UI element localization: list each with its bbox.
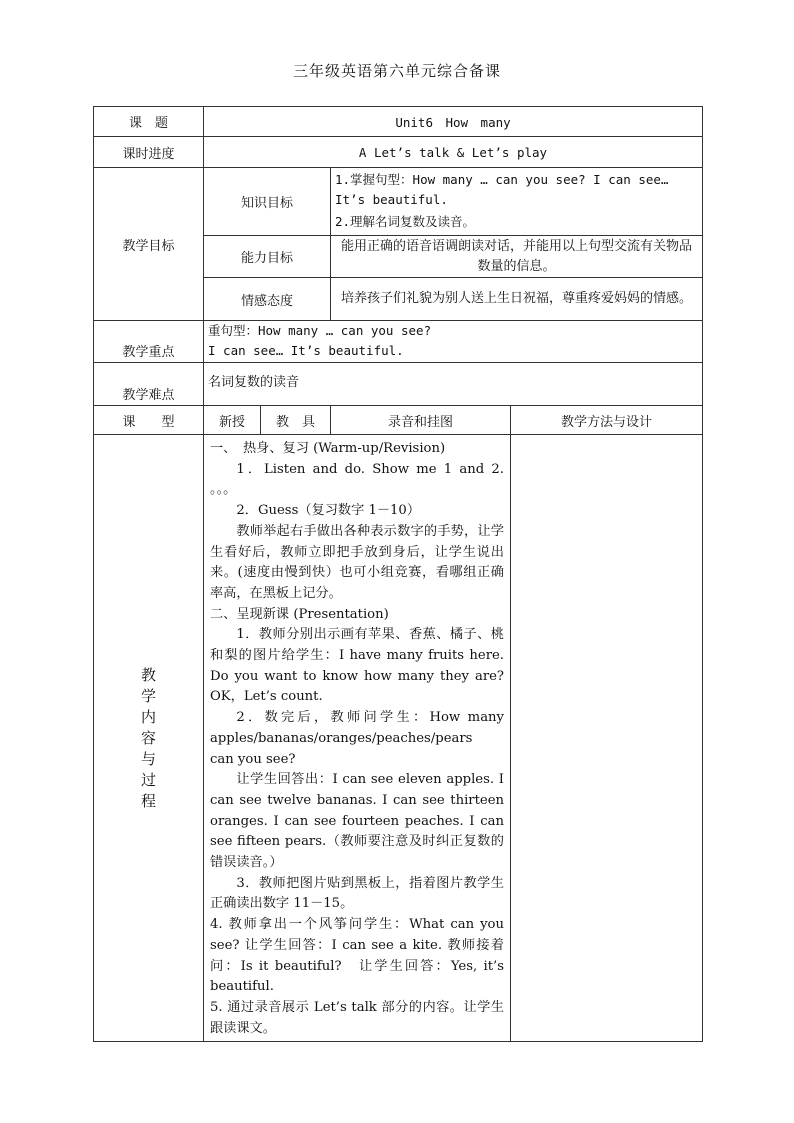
knowledge-label: 知识目标 <box>204 168 331 236</box>
process-paragraph: 2．Guess（复习数字 1－10） <box>236 503 421 519</box>
process-paragraph: 教师举起右手做出各种表示数字的手势，让学生看好后，教师立即把手放到身后，让学生说出来。(速度由慢到快）也可小组竞赛，看哪组正确率高，在黑板上记分。 <box>210 523 504 601</box>
row-knowledge <box>94 168 703 236</box>
progress-value: A Let’s talk & Let’s play <box>204 137 703 168</box>
document-title: 三年级英语第六单元综合备课 <box>292 62 501 80</box>
process-paragraph: 1．Listen and do. Show me 1 and 2. 。。。 <box>210 461 504 498</box>
process-content <box>204 435 511 1042</box>
process-paragraph: 一、 热身、复习 (Warm-up/Revision) <box>210 441 446 456</box>
key-item-1: 重句型：How many … can you see? <box>208 323 432 338</box>
emotion-label: 情感态度 <box>204 278 331 321</box>
topic-label: 课 题 <box>94 107 204 137</box>
key-label: 教学重点 <box>94 321 204 363</box>
process-label-char: 过 <box>140 770 156 789</box>
topic-value: Unit6 How many <box>204 107 703 137</box>
process-label <box>94 435 204 1042</box>
progress-label: 课时进度 <box>94 137 204 168</box>
key-item-2: I can see… It’s beautiful. <box>208 343 404 358</box>
difficult-value: 名词复数的读音 <box>204 363 703 406</box>
goals-label: 教学目标 <box>94 168 204 321</box>
knowledge-item-1: 1.掌握句型：How many … can you see? I can see…It’s beautiful. <box>335 172 669 207</box>
process-paragraph: 5. 通过录音展示 Let’s talk 部分的内容。让学生跟读课文。 <box>210 999 504 1036</box>
process-label-char: 学 <box>140 686 156 705</box>
process-label-char: 教 <box>140 665 156 684</box>
row-topic <box>94 107 703 137</box>
process-paragraph: 3．教师把图片贴到黑板上，指着图片教学生正确读出数字 11－15。 <box>210 875 504 912</box>
process-label-char: 与 <box>140 749 156 768</box>
type-label: 课 型 <box>94 406 204 435</box>
row-difficult-point <box>94 363 703 406</box>
type-value: 新授 <box>204 406 261 435</box>
knowledge-value <box>331 168 703 236</box>
process-paragraph: 让学生回答出：I can see eleven apples. I can see twelve bananas. I can see thirteen oranges. I can see fourteen peaches. I can see fifteen pears.（教师要注意及时纠正复数的错误读音。） <box>210 772 504 871</box>
process-label-char: 内 <box>140 707 156 726</box>
tools-label: 教 具 <box>261 406 331 435</box>
process-paragraph: 二、呈现新课 (Presentation) <box>210 606 389 622</box>
knowledge-item-2: 2.理解名词复数及读音。 <box>335 214 476 229</box>
method-content <box>511 435 703 1042</box>
tools-value: 录音和挂图 <box>331 406 511 435</box>
process-paragraph: 2．数完后，教师问学生：How many apples/bananas/oranges/peaches/pears can you see? <box>210 710 504 767</box>
row-key-point <box>94 321 703 363</box>
method-label: 教学方法与设计 <box>511 406 703 435</box>
ability-value: 能用正确的语音语调朗读对话，并能用以上句型交流有关物品数量的信息。 <box>331 236 703 278</box>
process-label-char: 容 <box>140 728 156 747</box>
difficult-label: 教学难点 <box>94 363 204 406</box>
ability-label: 能力目标 <box>204 236 331 278</box>
process-label-char: 程 <box>140 791 156 810</box>
process-paragraph: 1．教师分别出示画有苹果、香蕉、橘子、桃和梨的图片给学生：I have many fruits here. Do you want to know how many they are? OK，Let’s count. <box>210 627 504 705</box>
emotion-value: 培养孩子们礼貌为别人送上生日祝福，尊重疼爱妈妈的情感。 <box>331 278 703 321</box>
row-teaching-process <box>94 435 703 1042</box>
row-lesson-type <box>94 406 703 435</box>
key-value <box>204 321 703 363</box>
process-paragraph: 4. 教师拿出一个风筝问学生：What can you see? 让学生回答：I can see a kite. 教师接着问：Is it beautiful? 让学生回答：Yes, it’s beautiful. <box>210 917 504 995</box>
lesson-plan-table <box>93 106 703 1042</box>
row-progress <box>94 137 703 168</box>
